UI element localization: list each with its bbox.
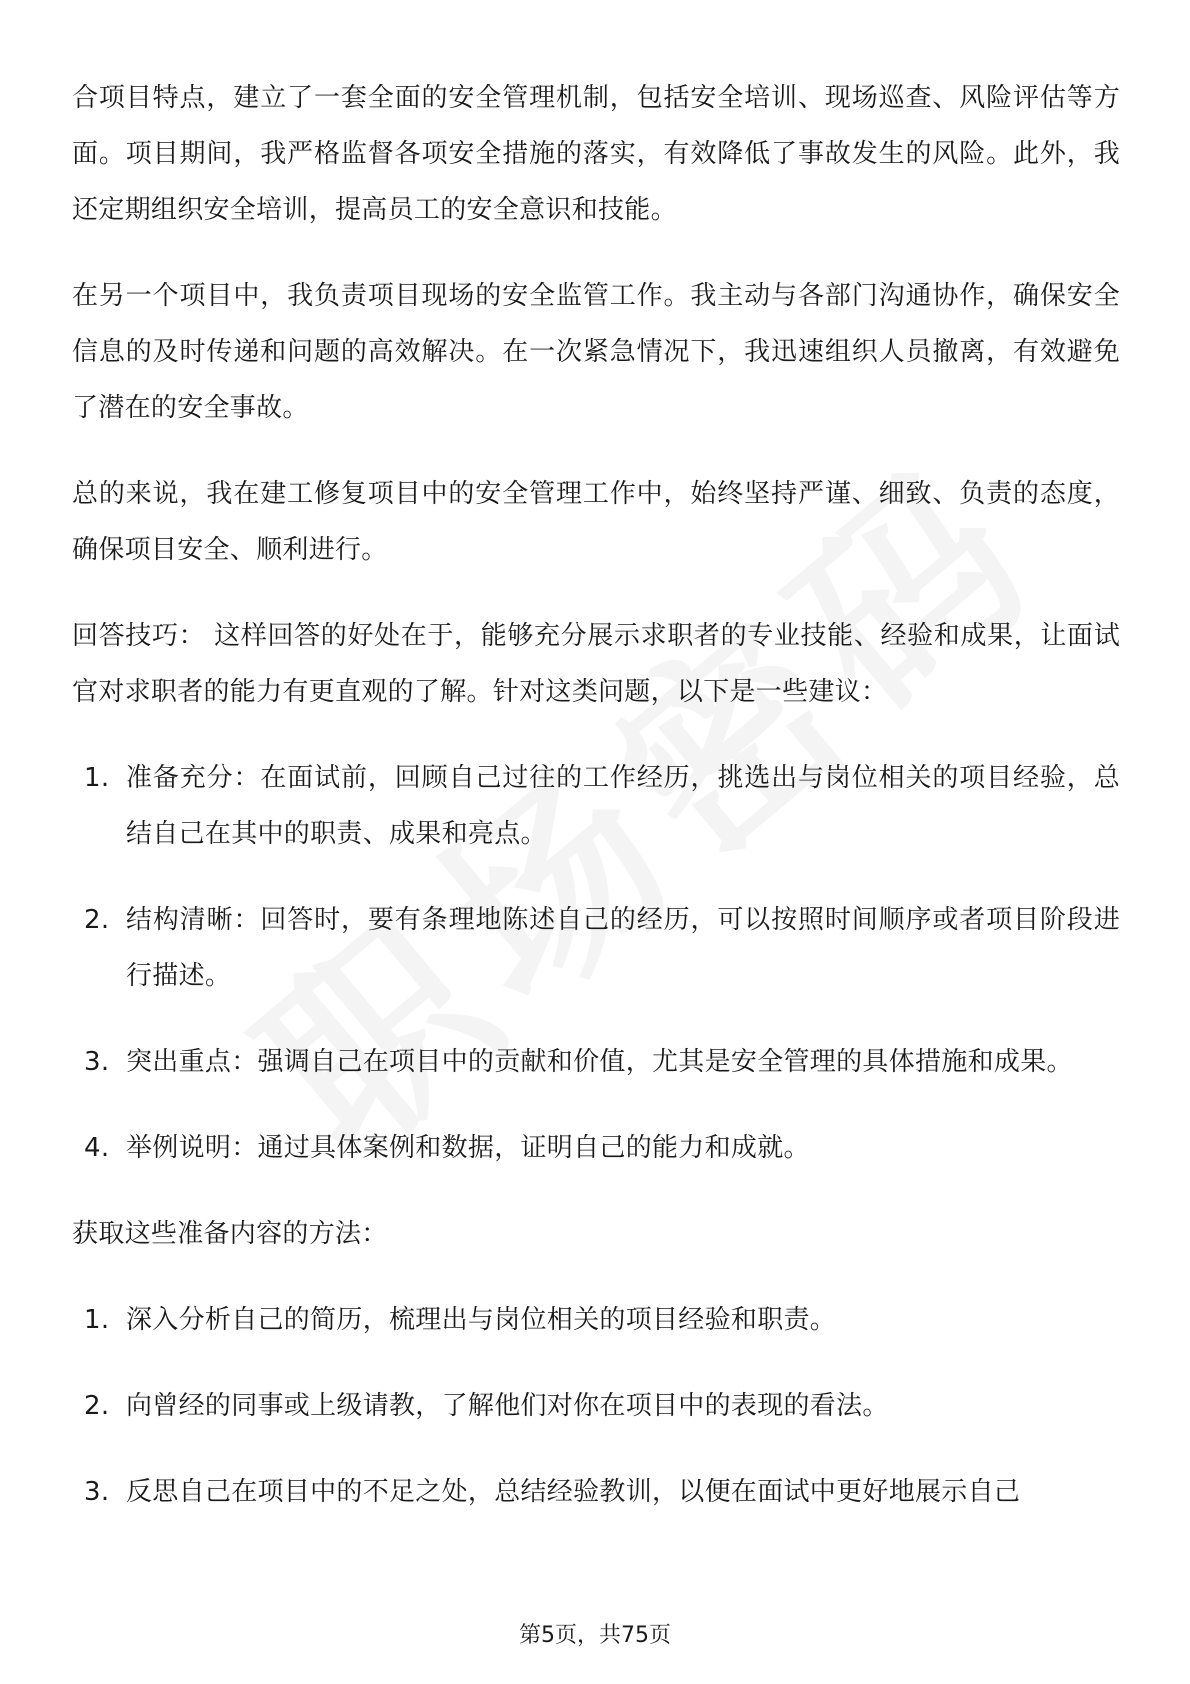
list-item-text: 结构清晰：回答时，要有条理地陈述自己的经历，可以按照时间顺序或者项目阶段进行描述。 <box>126 905 1120 991</box>
list-number: 1. <box>84 763 110 793</box>
list-number: 1. <box>84 1305 110 1335</box>
list-item-text: 向曾经的同事或上级请教，了解他们对你在项目中的表现的看法。 <box>126 1391 889 1421</box>
list-item <box>72 1464 1120 1520</box>
list-number: 2. <box>84 905 110 935</box>
list-number: 2. <box>84 1391 110 1421</box>
list-item <box>72 1292 1120 1348</box>
paragraph-summary: 总的来说，我在建工修复项目中的安全管理工作中，始终坚持严谨、细致、负责的态度，确保项目安全、顺利进行。 <box>72 479 1120 565</box>
list-item <box>72 1120 1120 1176</box>
list-item-text: 深入分析自己的简历，梳理出与岗位相关的项目经验和职责。 <box>126 1305 837 1335</box>
list-item <box>72 1034 1120 1090</box>
list-item-text: 突出重点：强调自己在项目中的贡献和价值，尤其是安全管理的具体措施和成果。 <box>126 1047 1073 1077</box>
list-item <box>72 750 1120 862</box>
list-item-text: 举例说明：通过具体案例和数据，证明自己的能力和成就。 <box>126 1133 810 1163</box>
paragraph-answer-tips: 回答技巧： 这样回答的好处在于，能够充分展示求职者的专业技能、经验和成果，让面试官对求职者的能力有更直观的了解。针对这类问题，以下是一些建议： <box>72 621 1120 707</box>
document-body <box>72 70 1120 1550</box>
methods-heading: 获取这些准备内容的方法： <box>72 1219 388 1249</box>
list-number: 3. <box>84 1477 110 1507</box>
list-item-text: 准备充分：在面试前，回顾自己过往的工作经历，挑选出与岗位相关的项目经验，总结自己在其中的职责、成果和亮点。 <box>126 763 1120 849</box>
paragraph-site-supervision: 在另一个项目中，我负责项目现场的安全监管工作。我主动与各部门沟通协作，确保安全信息的及时传递和问题的高效解决。在一次紧急情况下，我迅速组织人员撤离，有效避免了潜在的安全事故。 <box>72 281 1120 423</box>
paragraph-project-mechanism: 合项目特点，建立了一套全面的安全管理机制，包括安全培训、现场巡查、风险评估等方面。项目期间，我严格监督各项安全措施的落实，有效降低了事故发生的风险。此外，我还定期组织安全培训，提高员工的安全意识和技能。 <box>72 83 1120 225</box>
list-number: 4. <box>84 1133 110 1163</box>
list-number: 3. <box>84 1047 110 1077</box>
tips-list <box>72 750 1120 1176</box>
list-item-text: 反思自己在项目中的不足之处，总结经验教训，以便在面试中更好地展示自己 <box>126 1477 1021 1507</box>
list-item <box>72 1378 1120 1434</box>
list-item <box>72 892 1120 1004</box>
methods-list <box>72 1292 1120 1520</box>
page-number-footer: 第5页，共75页 <box>519 1623 671 1648</box>
